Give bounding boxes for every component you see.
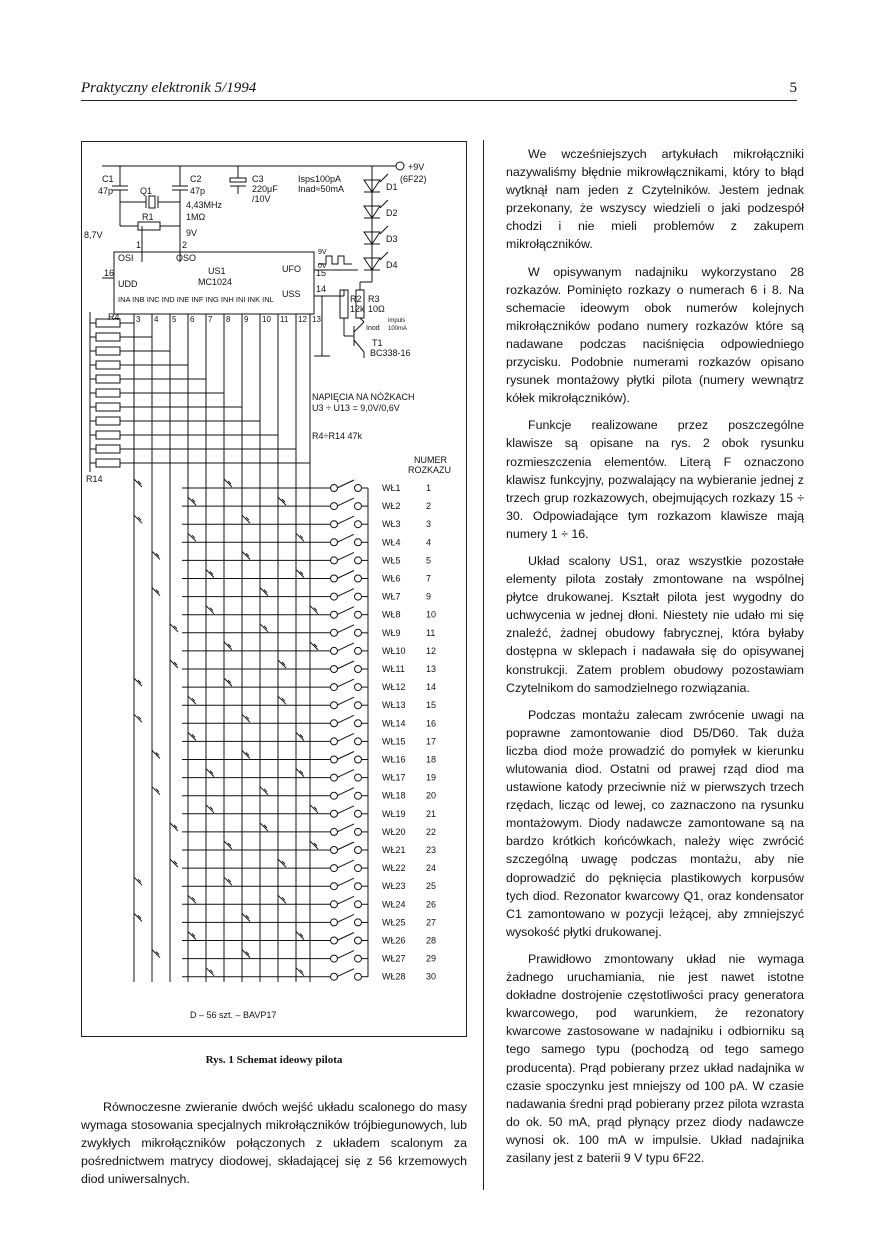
- switch-contact: [331, 503, 338, 510]
- pin-number-label: 11: [280, 315, 289, 324]
- battery-type: (6F22): [400, 174, 427, 184]
- switch-lever: [337, 516, 354, 524]
- matrix-diode: [242, 913, 250, 921]
- matrix-diode: [278, 660, 286, 668]
- switch-contact: [331, 593, 338, 600]
- pin-number-label: 9: [244, 315, 249, 324]
- matrix-diode: [296, 732, 304, 740]
- matrix-diode: [224, 841, 232, 849]
- t1-label: T1: [372, 338, 383, 348]
- matrix-diode: [188, 932, 196, 940]
- switch-contact: [331, 738, 338, 745]
- matrix-diode: [310, 841, 318, 849]
- matrix-diode: [188, 497, 196, 505]
- switch-contact: [331, 973, 338, 980]
- command-number: 26: [426, 899, 437, 910]
- ufo-label: UFO: [282, 264, 301, 274]
- switch-contact: [331, 575, 338, 582]
- switch-lever: [337, 571, 354, 579]
- switch-name: WŁ23: [382, 881, 406, 892]
- matrix-diode: [152, 950, 160, 958]
- r2-label: R2: [350, 294, 362, 304]
- command-number: 1: [426, 483, 432, 493]
- switch-lever: [337, 878, 354, 886]
- matrix-diode: [152, 751, 160, 759]
- switch-lever: [337, 679, 354, 687]
- switch-contact: [355, 955, 362, 962]
- figure-caption: Rys. 1 Schemat ideowy pilota: [205, 1054, 343, 1066]
- matrix-diode: [188, 895, 196, 903]
- switch-name: WŁ9: [382, 627, 401, 638]
- t1-part: BC338-16: [370, 348, 411, 358]
- switch-contact: [331, 883, 338, 890]
- switch-lever: [337, 733, 354, 741]
- switch-name: WŁ10: [382, 645, 406, 656]
- switch-contact: [331, 810, 338, 817]
- switch-name: WŁ2: [382, 501, 401, 512]
- switch-name: WŁ5: [382, 555, 401, 566]
- switch-contact: [355, 557, 362, 564]
- command-number: 27: [426, 917, 437, 928]
- matrix-diode: [152, 551, 160, 559]
- switch-name: WŁ6: [382, 573, 401, 584]
- switch-contact: [331, 756, 338, 763]
- matrix-diode: [310, 606, 318, 614]
- switch-contact: [355, 847, 362, 854]
- pin-number-label: 6: [190, 315, 195, 324]
- matrix-diode: [134, 913, 142, 921]
- command-number: 20: [426, 790, 437, 801]
- pulse-low: 0V: [318, 263, 327, 270]
- switch-contact: [331, 847, 338, 854]
- right-paragraph-6: Prawidłowo zmontowany układ nie wymaga żadnego uruchamiania, nie jest nawet istotne dokładne dostrojenie częstotliwości pracy generatora kwarcowego, pod warunkiem, że rezonatory kwarcowe zastosowane w nadajniku i odbiorniku są tego samego typu (pochodzą od tego samego producenta). Prąd pobierany przez układ nadajnika w czasie spoczynku jest mniejszy od 100 pA. W czasie nadawania średni prąd pobierany przez pilota wzrasta do ok. 50 mA, prąd płynący przez diody nadawcze wynosi ok. 100 mA w impulsie. Układ nadajnika zasilany jest z baterii 9 V typu 6F22.: [506, 951, 804, 1165]
- q1-frequency: 4,43MHz: [186, 200, 223, 210]
- matrix-diode: [206, 968, 214, 976]
- voltages-title: NAPIĘCIA NA NÓŻKACH: [312, 392, 415, 402]
- switch-lever: [337, 498, 354, 506]
- switch-contact: [355, 485, 362, 492]
- switch-name: WŁ24: [382, 899, 406, 910]
- switch-contact: [355, 792, 362, 799]
- osc-voltage-label: 8,7V: [84, 230, 103, 240]
- header-rule: [81, 100, 797, 101]
- switch-contact: [355, 629, 362, 636]
- switch-contact: [355, 521, 362, 528]
- switch-lever: [337, 552, 354, 560]
- column-divider: [483, 140, 484, 1190]
- command-number: 7: [426, 573, 432, 584]
- left-column-text: [81, 1098, 467, 1197]
- switch-contact: [331, 955, 338, 962]
- command-number: 30: [426, 971, 437, 982]
- command-number: 14: [426, 682, 437, 693]
- udd-label: UDD: [118, 279, 138, 289]
- command-number: 18: [426, 754, 437, 765]
- command-number: 23: [426, 845, 437, 855]
- switch-contact: [355, 720, 362, 727]
- switch-contact: [355, 774, 362, 781]
- pin-number-label: 4: [154, 315, 159, 324]
- switch-contact: [331, 521, 338, 528]
- matrix-diode: [310, 805, 318, 813]
- switch-contact: [331, 666, 338, 673]
- matrix-diode: [188, 732, 196, 740]
- schematic-figure: [81, 141, 467, 1037]
- command-number: 12: [426, 645, 437, 656]
- switch-contact: [355, 919, 362, 926]
- switch-contact: [355, 901, 362, 908]
- switch-lever: [337, 914, 354, 922]
- switch-contact: [355, 810, 362, 817]
- d1-label: D1: [386, 182, 398, 192]
- switch-name: WŁ7: [382, 591, 401, 602]
- rozkazu-header: ROZKAZU: [408, 465, 452, 475]
- r3-value: 10Ω: [368, 304, 385, 314]
- matrix-diode: [242, 714, 250, 722]
- matrix-diode: [296, 533, 304, 541]
- switch-contact: [355, 593, 362, 600]
- switch-lever: [337, 806, 354, 814]
- inod-label: Inod: [366, 325, 380, 332]
- matrix-diode: [134, 877, 142, 885]
- pin-number-label: 7: [208, 315, 213, 324]
- switch-name: WŁ20: [382, 826, 406, 837]
- switch-contact: [355, 539, 362, 546]
- d4-label: D4: [386, 260, 398, 270]
- switch-name: WŁ12: [382, 682, 406, 693]
- switch-name: WŁ28: [382, 971, 406, 982]
- matrix-diode: [278, 859, 286, 867]
- pin-number-label: 8: [226, 315, 231, 324]
- command-number: 5: [426, 555, 432, 566]
- matrix-diode: [152, 787, 160, 795]
- switch-contact: [331, 684, 338, 691]
- switch-contact: [355, 503, 362, 510]
- matrix-diode: [224, 678, 232, 686]
- switch-lever: [337, 697, 354, 705]
- impuls-label: impuls: [388, 318, 406, 324]
- us1-label: US1: [208, 266, 226, 276]
- switch-lever: [337, 643, 354, 651]
- command-number: 21: [426, 808, 437, 819]
- c1-label: C1: [102, 174, 114, 184]
- right-column-text: [506, 145, 804, 1176]
- switch-lever: [337, 715, 354, 723]
- matrix-diode: [188, 533, 196, 541]
- command-number: 22: [426, 826, 437, 837]
- switch-contact: [331, 901, 338, 908]
- pin15-label: 15: [316, 268, 327, 278]
- switch-contact: [355, 865, 362, 872]
- matrix-diode: [242, 515, 250, 523]
- pin-number-label: 10: [262, 315, 271, 324]
- pin16-label: 16: [104, 268, 115, 278]
- input-pins-label: INA INB INC IND INE INF ING INH INI INK INL: [118, 295, 274, 304]
- ic-part-number: MC1024: [198, 277, 233, 287]
- c1-value: 47p: [98, 186, 114, 196]
- c3-label: C3: [252, 174, 264, 184]
- command-number: 4: [426, 537, 432, 548]
- switch-contact: [331, 774, 338, 781]
- matrix-diode: [170, 660, 178, 668]
- diode-matrix: [134, 314, 368, 982]
- switch-name: WŁ8: [382, 609, 401, 620]
- right-paragraph-1: We wcześniejszych artykułach mikrołączniki nazywaliśmy błędnie mikrowłącznikami, który to błąd wytknął nam jeden z Czytelników. Jestem jednak przekonany, że wszyscy wiedzieli o jaki podzespół chodzi i nie mieli problemów z zakupem mikrołączników.: [506, 147, 804, 252]
- matrix-diode: [278, 895, 286, 903]
- switch-name: WŁ17: [382, 772, 406, 783]
- switch-contact: [331, 557, 338, 564]
- command-number: 29: [426, 953, 437, 964]
- switch-lever: [337, 860, 354, 868]
- matrix-diode: [206, 606, 214, 614]
- schematic-diagram: [82, 142, 468, 1038]
- matrix-diode: [260, 787, 268, 795]
- right-paragraph-3: Funkcje realizowane przez poszczególne klawisze są opisane na rys. 2 obok rysunku rozmieszczenia elementów. Literą F oznaczono klawisz funkcyjny, pozwalający na wybieranie jednej z trzech grup rozkazowych, obejmujących rozkazy 15 ÷ 30. Odpowiadające tym rozkazom klawisze mają numery 1 ÷ 16.: [506, 418, 804, 541]
- switch-lever: [337, 896, 354, 904]
- switch-name: WŁ25: [382, 917, 406, 928]
- pulse-high: 9V: [318, 249, 327, 256]
- switch-lever: [337, 788, 354, 796]
- supply-voltage: +9V: [408, 162, 425, 172]
- oso-label: OSO: [176, 253, 197, 263]
- matrix-diode: [260, 588, 268, 596]
- command-number: 9: [426, 591, 432, 602]
- switch-name: WŁ4: [382, 537, 401, 548]
- matrix-diode: [134, 479, 142, 487]
- matrix-diode: [296, 769, 304, 777]
- switch-lever: [337, 607, 354, 615]
- pin1-label: 1: [136, 240, 142, 250]
- r14-label: R14: [86, 474, 103, 484]
- matrix-diode: [296, 932, 304, 940]
- command-number: 15: [426, 700, 437, 711]
- switch-name: WŁ21: [382, 845, 406, 855]
- switch-contact: [331, 611, 338, 618]
- matrix-diode: [296, 570, 304, 578]
- pin-number-label: 13: [312, 315, 321, 324]
- numer-header: NUMER: [414, 455, 447, 465]
- matrix-diode: [242, 950, 250, 958]
- r2-value: 12k: [350, 304, 365, 314]
- right-paragraph-5: Podczas montażu zalecam zwrócenie uwagi na poprawne zamontowanie diod D5/D60. Tak duża liczba diod może prowadzić do pomyłek w kierunku wlutowania diod. Ostatni od prawej rząd diod ma ustawione katody przeciwnie niż w pierwszych trzech rzędach, licząc od lewej, co zaznaczono na rysunku montażowym. Diody nadawcze zamontowane są na bardzo krótkich końcówkach, należy więc zwrócić szczególną uwagę podczas montażu, aby nie doprowadzić do pęknięcia plastikowych korpusów tych diod. Rezonator kwarcowy Q1, oraz kondensator C1 zamontowano w pozycji leżącej, aby zmniejszyć wysokość płytki drukowanej.: [506, 707, 804, 939]
- matrix-diode: [188, 696, 196, 704]
- switch-contact: [331, 702, 338, 709]
- switch-lever: [337, 589, 354, 597]
- switch-name: WŁ15: [382, 736, 406, 747]
- uss-label: USS: [282, 289, 301, 299]
- command-number: 19: [426, 772, 437, 783]
- running-header: [81, 80, 797, 98]
- switch-contact: [355, 611, 362, 618]
- left-paragraph: Równoczesne zwieranie dwóch wejść układu scalonego do masy wymaga stosowania specjalnych mikrołączników trójbiegunowych, lub zwykłych mikrołączników połączonych z układem scalonym za pośrednictwem matrycy diodowej, składającej się z 56 krzemowych diod uniwersalnych.: [81, 1100, 467, 1187]
- command-number: 25: [426, 881, 437, 892]
- q1-label: Q1: [140, 186, 153, 196]
- r1-label: R1: [142, 212, 154, 222]
- pin14-label: 14: [316, 284, 327, 294]
- switch-contact: [355, 684, 362, 691]
- switch-name: WŁ26: [382, 935, 406, 946]
- matrix-diode: [310, 642, 318, 650]
- switch-lever: [337, 824, 354, 832]
- impuls-current: 100mA: [388, 326, 408, 332]
- switch-contact: [355, 702, 362, 709]
- matrix-diode: [134, 714, 142, 722]
- command-number: 3: [426, 519, 432, 530]
- switch-lever: [337, 752, 354, 760]
- switch-contact: [331, 629, 338, 636]
- matrix-diode: [260, 624, 268, 632]
- switch-contact: [331, 539, 338, 546]
- r1-value: 1MΩ: [186, 212, 206, 222]
- switch-contact: [331, 647, 338, 654]
- switch-contact: [331, 792, 338, 799]
- switch-contact: [355, 575, 362, 582]
- diodes-note: D – 56 szt. – BAVP17: [190, 1010, 277, 1020]
- switch-name: WŁ1: [382, 483, 401, 493]
- switch-contact: [331, 485, 338, 492]
- matrix-diode: [242, 751, 250, 759]
- switch-name: WŁ13: [382, 700, 406, 711]
- switch-lever: [337, 842, 354, 850]
- standby-current: Isp≤100pA: [298, 174, 341, 184]
- matrix-diode: [206, 570, 214, 578]
- switch-name: WŁ18: [382, 790, 406, 801]
- switch-contact: [355, 973, 362, 980]
- d3-label: D3: [386, 234, 398, 244]
- matrix-diode: [170, 624, 178, 632]
- matrix-diode: [152, 588, 160, 596]
- command-number: 2: [426, 501, 432, 512]
- journal-title: Praktyczny elektronik 5/1994: [81, 80, 257, 96]
- d2-label: D2: [386, 208, 398, 218]
- osi-label: OSI: [118, 253, 134, 263]
- switch-contact: [331, 937, 338, 944]
- matrix-diode: [170, 859, 178, 867]
- switch-contact: [331, 919, 338, 926]
- matrix-diode: [278, 696, 286, 704]
- switch-name: WŁ22: [382, 863, 406, 874]
- command-number: 10: [426, 609, 437, 620]
- matrix-diode: [224, 877, 232, 885]
- switch-name: WŁ11: [382, 664, 405, 674]
- matrix-diode: [296, 968, 304, 976]
- switch-contact: [355, 738, 362, 745]
- r3-label: R3: [368, 294, 380, 304]
- resistors-note: R4÷R14 47k: [312, 431, 362, 441]
- switch-contact: [331, 865, 338, 872]
- pin-number-label: 5: [172, 315, 177, 324]
- command-number: 16: [426, 718, 437, 729]
- switch-contact: [331, 720, 338, 727]
- switch-lever: [337, 625, 354, 633]
- matrix-diode: [170, 823, 178, 831]
- command-number: 11: [426, 627, 436, 638]
- matrix-diode: [224, 642, 232, 650]
- command-number: 24: [426, 863, 437, 874]
- command-number: 28: [426, 935, 437, 946]
- command-number: 13: [426, 664, 437, 674]
- pin-number-label: 12: [298, 315, 307, 324]
- matrix-diode: [260, 823, 268, 831]
- page-number: 5: [789, 80, 797, 96]
- switch-contact: [355, 828, 362, 835]
- transmit-current: Inad≈50mA: [298, 184, 344, 194]
- switch-lever: [337, 933, 354, 941]
- c3-value: 220μF: [252, 184, 278, 194]
- matrix-diode: [278, 497, 286, 505]
- switch-lever: [337, 480, 354, 488]
- switch-name: WŁ14: [382, 718, 406, 729]
- matrix-diode: [134, 678, 142, 686]
- switch-lever: [337, 534, 354, 542]
- switch-name: WŁ27: [382, 953, 406, 964]
- matrix-diode: [134, 515, 142, 523]
- pin-number-label: 3: [136, 315, 141, 324]
- switch-lever: [337, 661, 354, 669]
- switch-name: WŁ16: [382, 754, 406, 765]
- switch-lever: [337, 770, 354, 778]
- switch-lever: [337, 969, 354, 977]
- r4-label: R4: [108, 312, 120, 322]
- matrix-diode: [242, 551, 250, 559]
- command-number: 17: [426, 736, 437, 747]
- voltages-value: U3 ÷ U13 = 9,0V/0,6V: [312, 403, 400, 413]
- c3-voltage: /10V: [252, 194, 271, 204]
- switch-contact: [355, 647, 362, 654]
- c2-value: 47p: [190, 186, 206, 196]
- switch-contact: [355, 937, 362, 944]
- right-paragraph-2: W opisywanym nadajniku wykorzystano 28 rozkazów. Pominięto rozkazy o numerach 6 i 8. Na schemacie ideowym obok numerów kolejnych mikrołączników podano numery rozkazów które są nadawane podczas naciśnięcia odpowiedniego przycisku. Podobnie numerami rozkazów opisano rysunek montażowy płytki pilota (numery wewnątrz kółek mikrołączników).: [506, 264, 804, 406]
- switch-contact: [355, 756, 362, 763]
- matrix-diode: [224, 479, 232, 487]
- right-paragraph-4: Układ scalony US1, oraz wszystkie pozostałe elementy pilota zostały zmontowane na wspólnej płytce drukowanej. Kształt pilota jest wygodny do uchwycenia w jednej dłoni. Niestety nie udało mi się znaleźć, żadnej obudowy fabrycznej, która byłaby dostępna w sklepach i nadawała się do opisywanej konstrukcji. Zatem problem obudowy pozostawiam Czytelnikom do samodzielnego rozwiązania.: [506, 553, 804, 695]
- switch-contact: [331, 828, 338, 835]
- matrix-diode: [206, 769, 214, 777]
- pin2-label: 2: [182, 240, 188, 250]
- switch-contact: [355, 666, 362, 673]
- vdd-voltage-label: 9V: [186, 228, 198, 238]
- switch-contact: [355, 883, 362, 890]
- switch-name: WŁ3: [382, 519, 401, 530]
- switch-name: WŁ19: [382, 808, 406, 819]
- matrix-diode: [206, 805, 214, 813]
- c2-label: C2: [190, 174, 202, 184]
- switch-lever: [337, 951, 354, 959]
